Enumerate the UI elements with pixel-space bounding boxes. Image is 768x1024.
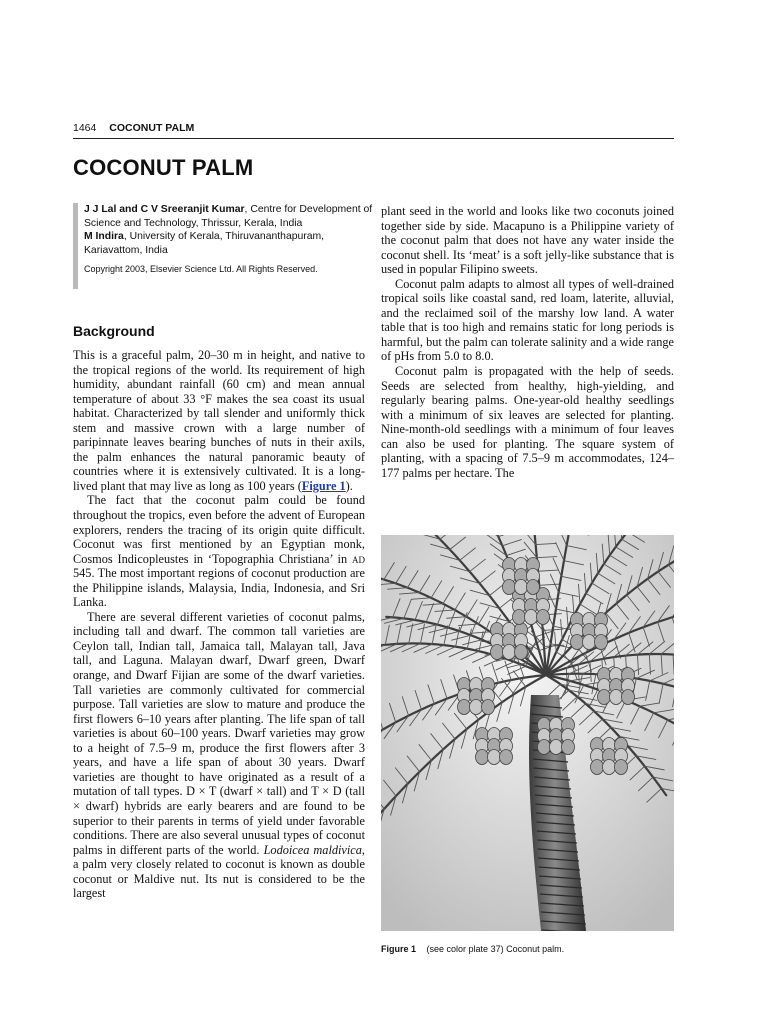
text-run: , a palm very closely related to coconut is known as double coconut or Maldive nut. Its nut is considered to be the largest: [73, 842, 365, 901]
author-line-1: [84, 203, 374, 230]
era-abbreviation: ad: [352, 551, 365, 566]
body-column-right: [381, 204, 674, 480]
running-head: [73, 122, 674, 139]
caption-text: (see color plate 37) Coconut palm.: [426, 944, 565, 954]
text-run: ).: [345, 478, 353, 493]
author-affiliation-1: , Centre for Development of Science and Technology, Thrissur, Kerala, India: [84, 204, 373, 229]
figure-label: Figure 1: [381, 944, 417, 954]
author-line-2: [84, 230, 374, 257]
author-affiliation-2: , University of Kerala, Thiruvananthapuram, Kariavattom, India: [84, 231, 325, 257]
paragraph: [73, 348, 365, 493]
text-run: There are several different varieties of coconut palms, including tall and dwarf. The common tall varieties are Ceylon tall, Indian tall, Jamaica tall, Malayan tall, Java tall, and Laguna. Malayan dwarf, Dwarf green, Dwarf orange, and Dwarf Fijian are some of the dwarf varieties. Tall varieties are commonly cultivated for commercial purpose. Tall varieties are slow to mature and produce the first flowers 6–10 years after planting. The life span of tall varieties is about 60–100 years. Dwarf varieties may grow to a height of 7.5–9 m, produce the first flowers after 3 years, and have a life span of about 30 years. Dwarf varieties are thought to have originated as a result of a mutation of tall types. D × T (dwarf × tall) and T × D (tall × dwarf) hybrids are early bearers and are found to be superior to their parents in terms of yield under favorable conditions. There are also several unusual types of coconut palms in different parts of the world.: [73, 609, 365, 857]
species-name: Lodoicea maldivica: [263, 842, 362, 857]
paragraph: [73, 610, 365, 901]
text-run: This is a graceful palm, 20–30 m in height, and native to the tropical regions of the world. Its requirement of high humidity, abundant rainfall (60 cm) and mean annual temperature of about 33 °F makes the sea coast its usual habitat. Characterized by tall slender and uniformly thick stem and massive crown with a large number of paripinnate leaves bearing bunches of nuts in their axils, the palm enhances the natural panoramic beauty of countries where it is extensively cultivated. It is a long-lived plant that may live as long as 100 years (: [73, 348, 365, 493]
page-number: 1464: [73, 122, 97, 134]
author-block: [73, 203, 374, 289]
text-run: The fact that the coconut palm could be found throughout the tropics, even before the advent of European explorers, renders the tracing of its origin quite difficult. Coconut was first mentioned by an Egyptian monk, Cosmos Indicopleustes in ‘Topographia Christiana’ in: [73, 493, 365, 566]
paragraph: Coconut palm is propagated with the help of seeds. Seeds are selected from healthy, high-yielding, and regularly bearing palms. One-year-old healthy seedlings with a minimum of six leaves are selected for planting. Nine-month-old seedlings with a minimum of four leaves can also be used for planting. The square system of planting, with a spacing of 7.5–9 m accommodates, 124–177 palms per hectare. The: [381, 364, 674, 480]
palm-illustration: [381, 535, 674, 931]
article-title: COCONUT PALM: [73, 155, 254, 180]
paragraph: [73, 493, 365, 609]
author-names-1: J J Lal and C V Sreeranjit Kumar: [84, 204, 245, 215]
coconut-palm-photo: [381, 535, 674, 931]
section-heading: Background: [73, 323, 155, 339]
figure-caption: [381, 944, 674, 954]
figure-reference-link[interactable]: Figure 1: [301, 478, 346, 493]
copyright-notice: Copyright 2003, Elsevier Science Ltd. All Rights Reserved.: [84, 263, 318, 274]
author-names-2: M Indira: [84, 231, 124, 243]
paragraph: plant seed in the world and looks like two coconuts joined together side by side. Macapuno is a Philippine variety of the coconut palm that does not have any water inside the coconut shell. Its ‘meat’ is a soft jelly-like substance that is used in popular Filipino sweets.: [381, 204, 674, 277]
paragraph: Coconut palm adapts to almost all types of well-drained tropical soils like coastal sand, red loam, laterite, alluvial, and the reclaimed soil of the marshy low land. A water table that is too high and remains static for long periods is harmful, but the palm can tolerate salinity and a wide range of pHs from 5.0 to 8.0.: [381, 276, 674, 364]
running-title: COCONUT PALM: [109, 122, 195, 134]
text-run: 545. The most important regions of coconut production are the Philippine islands, Malaysia, India, Indonesia, and Sri Lanka.: [73, 566, 365, 610]
body-column-left: [73, 348, 365, 901]
